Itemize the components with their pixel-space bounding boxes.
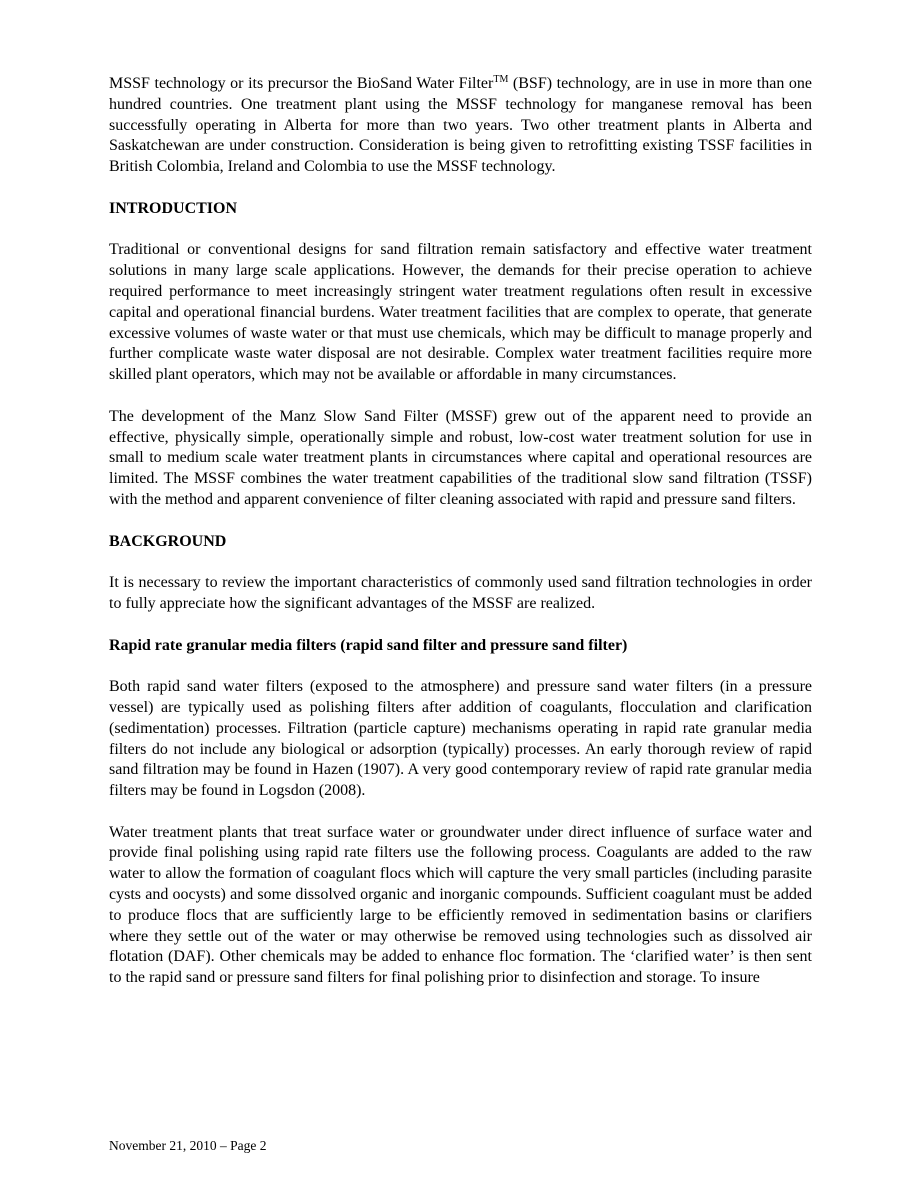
paragraph-bsf-overview: MSSF technology or its precursor the BioSand Water Filter™ (BSF) technology, are in use in more than one hundred countries. One treatment plant using the MSSF technology for manganese removal has been successfully operating in Alberta for more than two years. Two other treatment plants in Alberta and Saskatchewan are under construction. Consideration is being given to retrofitting existing TSSF facilities in British Colombia, Ireland and Colombia to use the MSSF technology. [109, 74, 812, 176]
heading-rapid-rate-filters: Rapid rate granular media filters (rapid sand filter and pressure sand filter) [109, 636, 628, 654]
page-body [109, 74, 812, 989]
paragraph-background: It is necessary to review the important characteristics of commonly used sand filtration technologies in order to fully appreciate how the significant advantages of the MSSF are realized. [109, 574, 812, 612]
paragraph-rapid-rate-2: Water treatment plants that treat surface water or groundwater under direct influence of surface water and provide final polishing using rapid rate filters use the following process. Coagulants are added to the raw water to allow the formation of coagulant flocs which will capture the very small particles (including parasite cysts and oocysts) and some dissolved organic and inorganic compounds. Sufficient coagulant must be added to produce flocs that are sufficiently large to be efficiently removed in sedimentation basins or clarifiers where they settle out of the water or may otherwise be removed using technologies such as dissolved air flotation (DAF). Other chemicals may be added to enhance floc formation. The ‘clarified water’ is then sent to the rapid sand or pressure sand filters for final polishing prior to disinfection and storage. To insure [109, 823, 812, 987]
heading-introduction: INTRODUCTION [109, 199, 238, 217]
trademark-superscript: TM [493, 74, 509, 85]
paragraph-rapid-rate-1: Both rapid sand water filters (exposed to the atmosphere) and pressure sand water filters (in a pressure vessel) are typically used as polishing filters after addition of coagulants, flocculation and clarification (sedimentation) processes. Filtration (particle capture) mechanisms operating in rapid rate granular media filters do not include any biological or adsorption (typically) processes. An early thorough review of rapid sand filtration may be found in Hazen (1907). A very good contemporary review of rapid rate granular media filters may be found in Logsdon (2008). [109, 678, 812, 800]
heading-background: BACKGROUND [109, 532, 227, 550]
page-footer: November 21, 2010 – Page 2 [109, 1138, 267, 1153]
paragraph-introduction-1: Traditional or conventional designs for sand filtration remain satisfactory and effective water treatment solutions in many large scale applications. However, the demands for their precise operation to achieve required performance to meet increasingly stringent water treatment regulations often result in excessive capital and operational financial burdens. Water treatment facilities that are complex to operate, that generate excessive volumes of waste water or that must use chemicals, which may be difficult to manage properly and further complicate waste water disposal are not desirable. Complex water treatment facilities require more skilled plant operators, which may not be available or affordable in many circumstances. [109, 241, 812, 384]
paragraph-introduction-2: The development of the Manz Slow Sand Filter (MSSF) grew out of the apparent need to provide an effective, physically simple, operationally simple and robust, low-cost water treatment solution for use in small to medium scale water treatment plants in circumstances where capital and operational resources are limited. The MSSF combines the water treatment capabilities of the traditional slow sand filtration (TSSF) with the method and apparent convenience of filter cleaning associated with rapid and pressure sand filters. [109, 407, 812, 508]
